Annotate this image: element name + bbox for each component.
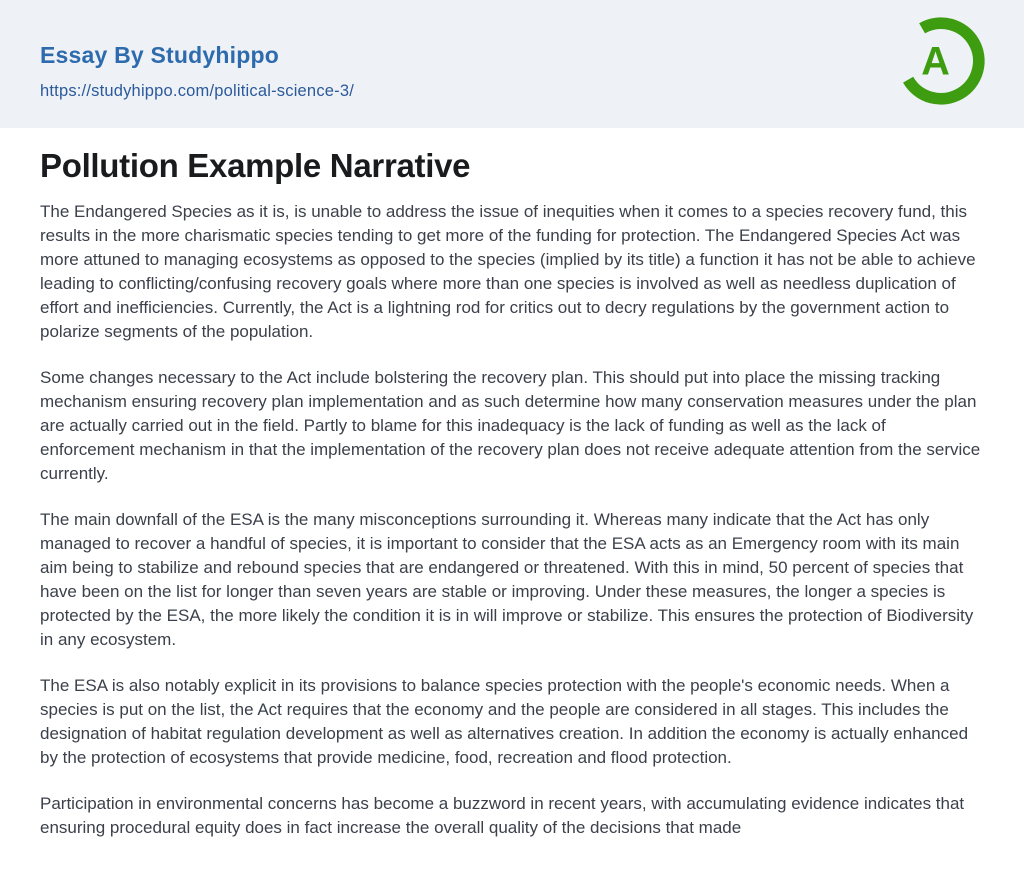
article-paragraph-5: Participation in environmental concerns has become a buzzword in recent years, with accumulating evidence indicates that ensuring procedural equity does in fact increase the overall quality of the decisions that made <box>40 793 965 837</box>
article-body <box>40 200 984 840</box>
page-header <box>0 0 1024 128</box>
article-paragraph-3: The main downfall of the ESA is the many misconceptions surrounding it. Whereas many indicate that the Act has only managed to recover a handful of species, it is important to consider that the ESA acts as an Emergency room with its main aim being to stabilize and rebound species that are endangered or threatened. With this in mind, 50 percent of species that have been on the list for longer than seven years are stable or improving. Under these measures, the longer a species is protected by the ESA, the more likely the condition it is in will improve or stabilize. This ensures the protection of Biodiversity in any ecosystem. <box>40 509 974 649</box>
article-title: Pollution Example Narrative <box>40 147 471 184</box>
article-paragraph-4: The ESA is also notably explicit in its provisions to balance species protection with the people's economic needs. When a species is put on the list, the Act requires that the economy and the people are considered in all stages. This includes the designation of habitat regulation development as well as alternatives creation. In addition the economy is actually enhanced by the protection of ecosystems that provide medicine, food, recreation and flood protection. <box>40 675 969 767</box>
article-paragraph-2: Some changes necessary to the Act include bolstering the recovery plan. This should put into place the missing tracking mechanism ensuring recovery plan implementation and as such determine how many conservation measures under the plan are actually carried out in the field. Partly to blame for this inadequacy is the lack of funding as well as the lack of enforcement mechanism in that the implementation of the recovery plan does not receive adequate attention from the service currently. <box>40 367 981 483</box>
logo-letter-a: A <box>921 39 950 84</box>
studyhippo-logo <box>896 16 986 106</box>
article-paragraph-1: The Endangered Species as it is, is unable to address the issue of inequities when it comes to a species recovery fund, this results in the more charismatic species tending to get more of the funding for protection. The Endangered Species Act was more attuned to managing ecosystems as opposed to the species (implied by its title) a function it has not be able to achieve leading to conflicting/confusing recovery goals where more than one species is involved as well as needless duplication of effort and inefficiencies. Currently, the Act is a lightning rod for critics out to decry regulations by the government action to polarize segments of the population. <box>40 201 976 341</box>
essay-content <box>0 128 1024 840</box>
source-url-link[interactable]: https://studyhippo.com/political-science-3/ <box>40 81 354 100</box>
site-header-title: Essay By Studyhippo <box>40 42 279 68</box>
